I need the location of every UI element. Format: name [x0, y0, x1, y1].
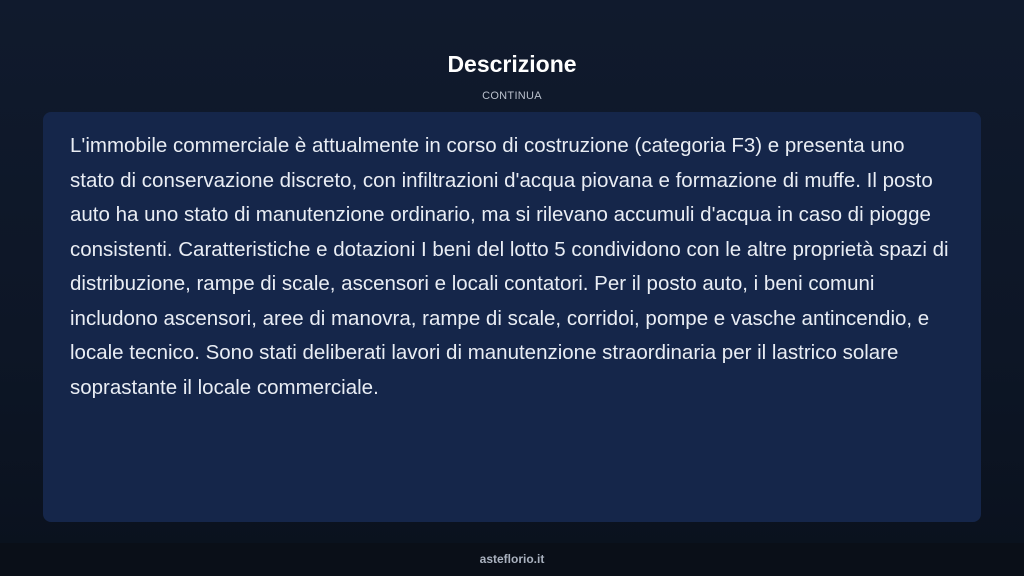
description-card	[43, 112, 981, 522]
footer-site-name: asteflorio.it	[479, 552, 545, 566]
footer-bar	[0, 543, 1024, 576]
page-title: Descrizione	[447, 51, 577, 77]
description-text: L'immobile commerciale è attualmente in corso di costruzione (categoria F3) e presenta uno stato di conservazione discreto, con infiltrazioni d'acqua piovana e formazione di muffe. Il posto auto ha uno stato di manutenzione ordinario, ma si rilevano accumuli d'acqua in caso di piogge consistenti. Caratteristiche e dotazioni I beni del lotto 5 condividono con le altre proprietà spazi di distribuzione, rampe di scale, ascensori e locali contatori. Per il posto auto, i beni comuni includono ascensori, aree di manovra, rampe di scale, corridoi, pompe e vasche antincendio, e locale tecnico. Sono stati deliberati lavori di manutenzione straordinaria per il lastrico solare soprastante il locale commerciale.	[70, 134, 949, 399]
continua-label: CONTINUA	[482, 90, 542, 102]
